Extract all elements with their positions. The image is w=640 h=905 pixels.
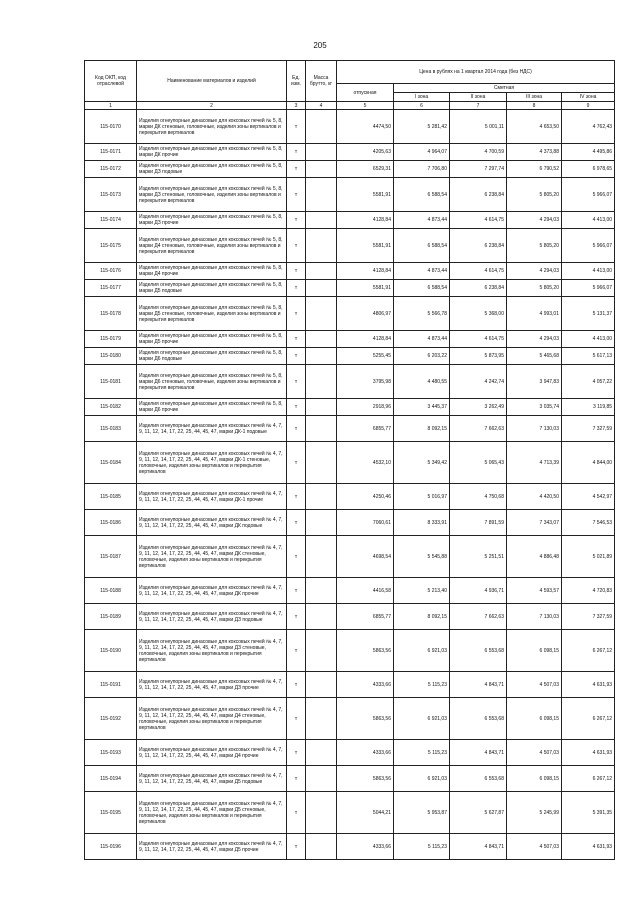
- row-name: Изделия огнеупорные динасовые для коксовых печей № 4, 7, 9, 11, 12, 14, 17, 22, 25, 44, 45, 47, марки ДК стеновые, головочные, изделия зоны вертикалов и перекрытия вертикалов: [137, 536, 287, 578]
- table-row: [85, 630, 615, 672]
- row-mass: [306, 536, 337, 578]
- row-zone-3-price: 4 507,03: [507, 672, 562, 698]
- row-code: 115-0193: [85, 740, 137, 766]
- row-zone-1-price: 5 115,23: [394, 834, 450, 860]
- row-zone-3-price: 4 713,39: [507, 442, 562, 484]
- table-row: [85, 604, 615, 630]
- header-zone-2: II зона: [450, 93, 507, 102]
- row-mass: [306, 740, 337, 766]
- row-mass: [306, 510, 337, 536]
- row-release-price: 4333,66: [337, 834, 394, 860]
- row-mass: [306, 672, 337, 698]
- row-unit: т: [287, 510, 306, 536]
- table-row: [85, 578, 615, 604]
- col-number: 6: [394, 102, 450, 110]
- col-number: 4: [306, 102, 337, 110]
- row-zone-1-price: 5 115,23: [394, 672, 450, 698]
- row-zone-3-price: 4 886,48: [507, 536, 562, 578]
- row-zone-2-price: 6 238,84: [450, 280, 507, 297]
- row-zone-4-price: 5 617,13: [562, 348, 615, 365]
- table-row: [85, 792, 615, 834]
- row-unit: т: [287, 578, 306, 604]
- row-zone-4-price: 4 844,00: [562, 442, 615, 484]
- row-zone-4-price: 4 542,97: [562, 484, 615, 510]
- col-number: 7: [450, 102, 507, 110]
- row-zone-4-price: 5 391,35: [562, 792, 615, 834]
- row-zone-1-price: 6 588,54: [394, 280, 450, 297]
- row-zone-4-price: 5 966,07: [562, 178, 615, 212]
- price-table: [84, 60, 615, 860]
- header-price-group: Цена в рублях на 1 квартал 2014 года (без НДС): [337, 61, 615, 84]
- row-zone-1-price: 5 213,40: [394, 578, 450, 604]
- row-mass: [306, 604, 337, 630]
- header-estimate: Сметная: [394, 84, 615, 93]
- table-row: [85, 229, 615, 263]
- row-code: 115-0188: [85, 578, 137, 604]
- header-mass: Масса брутто, кг: [306, 61, 337, 102]
- row-release-price: 6529,31: [337, 161, 394, 178]
- row-mass: [306, 698, 337, 740]
- row-zone-1-price: 5 016,97: [394, 484, 450, 510]
- row-release-price: 5581,91: [337, 280, 394, 297]
- row-name: Изделия огнеупорные динасовые для коксовых печей № 4, 7, 9, 11, 12, 14, 17, 22, 25, 44, 45, 47, марки Д4 прочие: [137, 740, 287, 766]
- row-mass: [306, 365, 337, 399]
- table-row: [85, 698, 615, 740]
- row-code: 115-0174: [85, 212, 137, 229]
- row-mass: [306, 442, 337, 484]
- row-zone-1-price: 5 349,42: [394, 442, 450, 484]
- row-zone-3-price: 6 098,15: [507, 698, 562, 740]
- row-zone-1-price: 6 921,03: [394, 698, 450, 740]
- row-zone-3-price: 4 507,03: [507, 740, 562, 766]
- row-zone-4-price: 7 327,59: [562, 416, 615, 442]
- table-row: [85, 365, 615, 399]
- row-zone-2-price: 4 750,68: [450, 484, 507, 510]
- row-zone-3-price: 5 805,20: [507, 280, 562, 297]
- row-zone-4-price: 4 720,83: [562, 578, 615, 604]
- row-zone-2-price: 5 627,87: [450, 792, 507, 834]
- row-zone-3-price: 4 373,88: [507, 144, 562, 161]
- row-zone-1-price: 5 115,23: [394, 740, 450, 766]
- row-release-price: 5863,56: [337, 698, 394, 740]
- row-name: Изделия огнеупорные динасовые для коксовых печей № 5, 8, марки ДЗ прочие: [137, 212, 287, 229]
- row-zone-2-price: 5 251,51: [450, 536, 507, 578]
- row-zone-1-price: 6 203,22: [394, 348, 450, 365]
- row-zone-4-price: 4 631,93: [562, 672, 615, 698]
- row-release-price: 4333,66: [337, 672, 394, 698]
- row-name: Изделия огнеупорные динасовые для коксовых печей № 5, 8, марки ДК стеновые, головочные, изделия зоны вертикалов и перекрытия вертикалов: [137, 110, 287, 144]
- row-release-price: 4128,84: [337, 331, 394, 348]
- row-zone-2-price: 4 700,59: [450, 144, 507, 161]
- row-zone-3-price: 4 507,03: [507, 834, 562, 860]
- table-row: [85, 442, 615, 484]
- row-unit: т: [287, 416, 306, 442]
- row-zone-3-price: 4 653,50: [507, 110, 562, 144]
- row-release-price: 4128,84: [337, 263, 394, 280]
- table-row: [85, 263, 615, 280]
- row-name: Изделия огнеупорные динасовые для коксовых печей № 5, 8, марки Д4 прочие: [137, 263, 287, 280]
- row-release-price: 4806,97: [337, 297, 394, 331]
- row-name: Изделия огнеупорные динасовые для коксовых печей № 5, 8, марки Д4 стеновые, головочные, изделия зоны вертикалов и перекрытия вертикалов: [137, 229, 287, 263]
- row-zone-2-price: 5 001,11: [450, 110, 507, 144]
- row-zone-1-price: 6 588,54: [394, 229, 450, 263]
- table-row: [85, 766, 615, 792]
- row-zone-2-price: 5 873,95: [450, 348, 507, 365]
- row-zone-2-price: 7 662,63: [450, 416, 507, 442]
- row-zone-2-price: 4 614,75: [450, 331, 507, 348]
- row-zone-2-price: 6 238,84: [450, 229, 507, 263]
- row-zone-2-price: 4 614,75: [450, 212, 507, 229]
- row-unit: т: [287, 442, 306, 484]
- row-code: 115-0196: [85, 834, 137, 860]
- row-name: Изделия огнеупорные динасовые для коксовых печей № 4, 7, 9, 11, 12, 14, 17, 22, 25, 44, 45, 47, марки ДК-1 подовые: [137, 416, 287, 442]
- col-number: 5: [337, 102, 394, 110]
- row-release-price: 5581,91: [337, 229, 394, 263]
- row-zone-1-price: 4 964,07: [394, 144, 450, 161]
- table-row: [85, 161, 615, 178]
- row-unit: т: [287, 740, 306, 766]
- row-zone-1-price: 3 445,37: [394, 399, 450, 416]
- row-zone-3-price: 3 947,83: [507, 365, 562, 399]
- row-zone-4-price: 5 966,07: [562, 280, 615, 297]
- row-release-price: 4333,66: [337, 740, 394, 766]
- row-zone-2-price: 4 936,71: [450, 578, 507, 604]
- header-release: отпускная: [337, 84, 394, 102]
- row-zone-2-price: 5 368,00: [450, 297, 507, 331]
- row-code: 115-0192: [85, 698, 137, 740]
- row-zone-3-price: 6 790,52: [507, 161, 562, 178]
- row-zone-4-price: 4 413,00: [562, 331, 615, 348]
- row-zone-1-price: 8 092,15: [394, 416, 450, 442]
- table-row: [85, 212, 615, 229]
- row-unit: т: [287, 630, 306, 672]
- row-release-price: 4416,58: [337, 578, 394, 604]
- table-row: [85, 178, 615, 212]
- row-zone-2-price: 7 891,59: [450, 510, 507, 536]
- row-zone-2-price: 4 843,71: [450, 672, 507, 698]
- row-zone-4-price: 4 762,43: [562, 110, 615, 144]
- col-number: 9: [562, 102, 615, 110]
- row-zone-1-price: 5 566,78: [394, 297, 450, 331]
- row-name: Изделия огнеупорные динасовые для коксовых печей № 5, 8, марки Д5 стеновые, головочные, изделия зоны вертикалов и перекрытия вертикалов: [137, 297, 287, 331]
- row-zone-4-price: 4 057,22: [562, 365, 615, 399]
- row-code: 115-0176: [85, 263, 137, 280]
- header-unit: Ед. изм.: [287, 61, 306, 102]
- row-unit: т: [287, 212, 306, 229]
- row-zone-3-price: 5 245,99: [507, 792, 562, 834]
- table-row: [85, 331, 615, 348]
- row-unit: т: [287, 792, 306, 834]
- table-row: [85, 672, 615, 698]
- table-row: [85, 834, 615, 860]
- row-zone-4-price: 4 495,86: [562, 144, 615, 161]
- header-zone-1: I зона: [394, 93, 450, 102]
- row-name: Изделия огнеупорные динасовые для коксовых печей № 5, 8, марки ДК прочие: [137, 144, 287, 161]
- row-unit: т: [287, 536, 306, 578]
- row-unit: т: [287, 365, 306, 399]
- table-row: [85, 740, 615, 766]
- table-row: [85, 510, 615, 536]
- row-zone-1-price: 6 588,54: [394, 178, 450, 212]
- row-zone-3-price: 4 294,03: [507, 263, 562, 280]
- row-zone-4-price: 5 021,89: [562, 536, 615, 578]
- row-name: Изделия огнеупорные динасовые для коксовых печей № 5, 8, марки Д6 подовые: [137, 348, 287, 365]
- row-release-price: 4532,10: [337, 442, 394, 484]
- row-code: 115-0195: [85, 792, 137, 834]
- row-name: Изделия огнеупорные динасовые для коксовых печей № 4, 7, 9, 11, 12, 14, 17, 22, 25, 44, 45, 47, марки ДК подовые: [137, 510, 287, 536]
- row-unit: т: [287, 399, 306, 416]
- row-unit: т: [287, 348, 306, 365]
- row-name: Изделия огнеупорные динасовые для коксовых печей № 4, 7, 9, 11, 12, 14, 17, 22, 25, 44, 45, 47, марки ДЗ подовые: [137, 604, 287, 630]
- row-release-price: 4128,84: [337, 212, 394, 229]
- row-release-price: 5044,21: [337, 792, 394, 834]
- row-release-price: 6855,77: [337, 604, 394, 630]
- row-release-price: 2918,96: [337, 399, 394, 416]
- row-zone-1-price: 4 480,55: [394, 365, 450, 399]
- row-release-price: 5581,91: [337, 178, 394, 212]
- row-zone-4-price: 6 978,65: [562, 161, 615, 178]
- row-code: 115-0177: [85, 280, 137, 297]
- row-mass: [306, 484, 337, 510]
- row-zone-2-price: 3 262,49: [450, 399, 507, 416]
- header-code: Код ОКП, код отраслевой: [85, 61, 137, 102]
- row-mass: [306, 578, 337, 604]
- row-release-price: 7060,61: [337, 510, 394, 536]
- row-zone-2-price: 6 553,68: [450, 698, 507, 740]
- table-row: [85, 110, 615, 144]
- row-zone-2-price: 6 553,68: [450, 630, 507, 672]
- row-zone-4-price: 5 966,07: [562, 229, 615, 263]
- table-row: [85, 144, 615, 161]
- row-name: Изделия огнеупорные динасовые для коксовых печей № 5, 8, марки Д5 подовые: [137, 280, 287, 297]
- row-name: Изделия огнеупорные динасовые для коксовых печей № 4, 7, 9, 11, 12, 14, 17, 22, 25, 44, 45, 47, марки Д5 прочие: [137, 834, 287, 860]
- row-zone-3-price: 4 593,57: [507, 578, 562, 604]
- row-mass: [306, 161, 337, 178]
- row-zone-1-price: 8 092,15: [394, 604, 450, 630]
- row-name: Изделия огнеупорные динасовые для коксовых печей № 4, 7, 9, 11, 12, 14, 17, 22, 25, 44, 45, 47, марки Д5 стеновые, головочные, изделия зоны вертикалов и перекрытия вертикалов: [137, 792, 287, 834]
- row-unit: т: [287, 604, 306, 630]
- row-zone-3-price: 4 294,03: [507, 331, 562, 348]
- row-release-price: 5863,56: [337, 630, 394, 672]
- row-unit: т: [287, 161, 306, 178]
- row-name: Изделия огнеупорные динасовые для коксовых печей № 4, 7, 9, 11, 12, 14, 17, 22, 25, 44, 45, 47, марки Д4 стеновые, головочные, изделия зоны вертикалов и перекрытия вертикалов: [137, 698, 287, 740]
- row-code: 115-0181: [85, 365, 137, 399]
- row-unit: т: [287, 229, 306, 263]
- row-code: 115-0184: [85, 442, 137, 484]
- row-unit: т: [287, 331, 306, 348]
- row-zone-1-price: 7 706,80: [394, 161, 450, 178]
- row-mass: [306, 110, 337, 144]
- row-mass: [306, 348, 337, 365]
- row-zone-2-price: 6 553,68: [450, 766, 507, 792]
- table-row: [85, 348, 615, 365]
- row-zone-3-price: 7 343,07: [507, 510, 562, 536]
- row-unit: т: [287, 110, 306, 144]
- row-unit: т: [287, 263, 306, 280]
- row-zone-3-price: 4 420,50: [507, 484, 562, 510]
- row-name: Изделия огнеупорные динасовые для коксовых печей № 4, 7, 9, 11, 12, 14, 17, 22, 25, 44, 45, 47, марки ДК-1 прочие: [137, 484, 287, 510]
- row-unit: т: [287, 766, 306, 792]
- row-release-price: 3795,98: [337, 365, 394, 399]
- row-code: 115-0183: [85, 416, 137, 442]
- table-row: [85, 484, 615, 510]
- table-row: [85, 399, 615, 416]
- row-zone-1-price: 6 921,03: [394, 630, 450, 672]
- row-zone-3-price: 4 294,03: [507, 212, 562, 229]
- table-row: [85, 297, 615, 331]
- row-mass: [306, 280, 337, 297]
- row-zone-4-price: 5 131,37: [562, 297, 615, 331]
- row-zone-3-price: 4 993,01: [507, 297, 562, 331]
- row-unit: т: [287, 698, 306, 740]
- row-zone-4-price: 6 267,12: [562, 766, 615, 792]
- row-mass: [306, 399, 337, 416]
- row-unit: т: [287, 280, 306, 297]
- row-code: 115-0172: [85, 161, 137, 178]
- row-unit: т: [287, 484, 306, 510]
- row-unit: т: [287, 834, 306, 860]
- row-name: Изделия огнеупорные динасовые для коксовых печей № 5, 8, марки Д6 прочие: [137, 399, 287, 416]
- table-row: [85, 536, 615, 578]
- row-code: 115-0186: [85, 510, 137, 536]
- row-mass: [306, 178, 337, 212]
- header-zone-3: III зона: [507, 93, 562, 102]
- row-code: 115-0173: [85, 178, 137, 212]
- row-zone-4-price: 4 631,93: [562, 740, 615, 766]
- row-name: Изделия огнеупорные динасовые для коксовых печей № 4, 7, 9, 11, 12, 14, 17, 22, 25, 44, 45, 47, марки ДК прочие: [137, 578, 287, 604]
- row-zone-3-price: 7 130,03: [507, 416, 562, 442]
- row-name: Изделия огнеупорные динасовые для коксовых печей № 5, 8, марки ДЗ стеновые, головочные, изделия зоны вертикалов и перекрытия вертикалов: [137, 178, 287, 212]
- row-zone-2-price: 6 238,84: [450, 178, 507, 212]
- row-mass: [306, 229, 337, 263]
- row-mass: [306, 263, 337, 280]
- row-zone-4-price: 6 267,12: [562, 630, 615, 672]
- row-zone-4-price: 4 413,00: [562, 263, 615, 280]
- row-zone-4-price: 4 631,93: [562, 834, 615, 860]
- row-release-price: 6855,77: [337, 416, 394, 442]
- row-zone-1-price: 5 953,87: [394, 792, 450, 834]
- row-zone-1-price: 6 921,03: [394, 766, 450, 792]
- col-number: 2: [137, 102, 287, 110]
- row-mass: [306, 630, 337, 672]
- row-unit: т: [287, 297, 306, 331]
- table-body: [85, 110, 615, 860]
- row-release-price: 4205,63: [337, 144, 394, 161]
- row-mass: [306, 416, 337, 442]
- row-zone-3-price: 6 098,15: [507, 630, 562, 672]
- row-unit: т: [287, 178, 306, 212]
- row-zone-4-price: 3 119,85: [562, 399, 615, 416]
- row-zone-2-price: 4 242,74: [450, 365, 507, 399]
- row-zone-2-price: 4 614,75: [450, 263, 507, 280]
- row-mass: [306, 331, 337, 348]
- row-name: Изделия огнеупорные динасовые для коксовых печей № 5, 8, марки ДЗ подовые: [137, 161, 287, 178]
- row-zone-3-price: 5 805,20: [507, 229, 562, 263]
- row-zone-4-price: 7 327,59: [562, 604, 615, 630]
- row-mass: [306, 144, 337, 161]
- header-name: Наименование материалов и изделий: [137, 61, 287, 102]
- row-release-price: 4250,46: [337, 484, 394, 510]
- row-zone-3-price: 5 805,20: [507, 178, 562, 212]
- row-name: Изделия огнеупорные динасовые для коксовых печей № 4, 7, 9, 11, 12, 14, 17, 22, 25, 44, 45, 47, марки ДЗ стеновые, головочные, изделия зоны вертикалов и перекрытия вертикалов: [137, 630, 287, 672]
- row-code: 115-0191: [85, 672, 137, 698]
- row-name: Изделия огнеупорные динасовые для коксовых печей № 4, 7, 9, 11, 12, 14, 17, 22, 25, 44, 45, 47, марки ДЗ прочие: [137, 672, 287, 698]
- row-mass: [306, 297, 337, 331]
- row-code: 115-0179: [85, 331, 137, 348]
- header-zone-4: IV зона: [562, 93, 615, 102]
- row-mass: [306, 792, 337, 834]
- row-code: 115-0185: [85, 484, 137, 510]
- row-release-price: 4474,50: [337, 110, 394, 144]
- row-name: Изделия огнеупорные динасовые для коксовых печей № 4, 7, 9, 11, 12, 14, 17, 22, 25, 44, 45, 47, марки ДК-1 стеновые, головочные, изделия зоны вертикалов и перекрытия вертикалов: [137, 442, 287, 484]
- row-zone-2-price: 7 297,74: [450, 161, 507, 178]
- row-code: 115-0178: [85, 297, 137, 331]
- row-zone-2-price: 5 065,43: [450, 442, 507, 484]
- row-code: 115-0182: [85, 399, 137, 416]
- row-mass: [306, 766, 337, 792]
- row-name: Изделия огнеупорные динасовые для коксовых печей № 4, 7, 9, 11, 12, 14, 17, 22, 25, 44, 45, 47, марки Д5 подовые: [137, 766, 287, 792]
- row-zone-3-price: 7 130,03: [507, 604, 562, 630]
- row-zone-3-price: 3 035,74: [507, 399, 562, 416]
- row-code: 115-0189: [85, 604, 137, 630]
- row-zone-1-price: 5 545,88: [394, 536, 450, 578]
- col-number: 8: [507, 102, 562, 110]
- row-name: Изделия огнеупорные динасовые для коксовых печей № 5, 8, марки Д5 прочие: [137, 331, 287, 348]
- col-number: 1: [85, 102, 137, 110]
- row-zone-2-price: 4 843,71: [450, 740, 507, 766]
- row-zone-3-price: 6 098,15: [507, 766, 562, 792]
- row-code: 115-0194: [85, 766, 137, 792]
- page-number: 205: [313, 41, 327, 50]
- row-release-price: 5863,56: [337, 766, 394, 792]
- row-zone-1-price: 8 333,91: [394, 510, 450, 536]
- col-number: 3: [287, 102, 306, 110]
- row-zone-4-price: 6 267,12: [562, 698, 615, 740]
- row-unit: т: [287, 144, 306, 161]
- row-zone-4-price: 7 546,53: [562, 510, 615, 536]
- row-code: 115-0187: [85, 536, 137, 578]
- row-release-price: 5255,45: [337, 348, 394, 365]
- row-zone-2-price: 4 843,71: [450, 834, 507, 860]
- row-zone-4-price: 4 413,00: [562, 212, 615, 229]
- row-code: 115-0190: [85, 630, 137, 672]
- row-zone-1-price: 5 281,42: [394, 110, 450, 144]
- row-code: 115-0170: [85, 110, 137, 144]
- row-unit: т: [287, 672, 306, 698]
- row-code: 115-0175: [85, 229, 137, 263]
- table-row: [85, 416, 615, 442]
- row-code: 115-0171: [85, 144, 137, 161]
- table-row: [85, 280, 615, 297]
- row-zone-1-price: 4 873,44: [394, 331, 450, 348]
- row-mass: [306, 212, 337, 229]
- row-zone-1-price: 4 873,44: [394, 212, 450, 229]
- row-zone-2-price: 7 662,63: [450, 604, 507, 630]
- row-zone-1-price: 4 873,44: [394, 263, 450, 280]
- row-mass: [306, 834, 337, 860]
- row-name: Изделия огнеупорные динасовые для коксовых печей № 5, 8, марки Д6 стеновые, головочные, изделия зоны вертикалов и перекрытия вертикалов: [137, 365, 287, 399]
- row-release-price: 4698,54: [337, 536, 394, 578]
- row-zone-3-price: 5 465,68: [507, 348, 562, 365]
- row-code: 115-0180: [85, 348, 137, 365]
